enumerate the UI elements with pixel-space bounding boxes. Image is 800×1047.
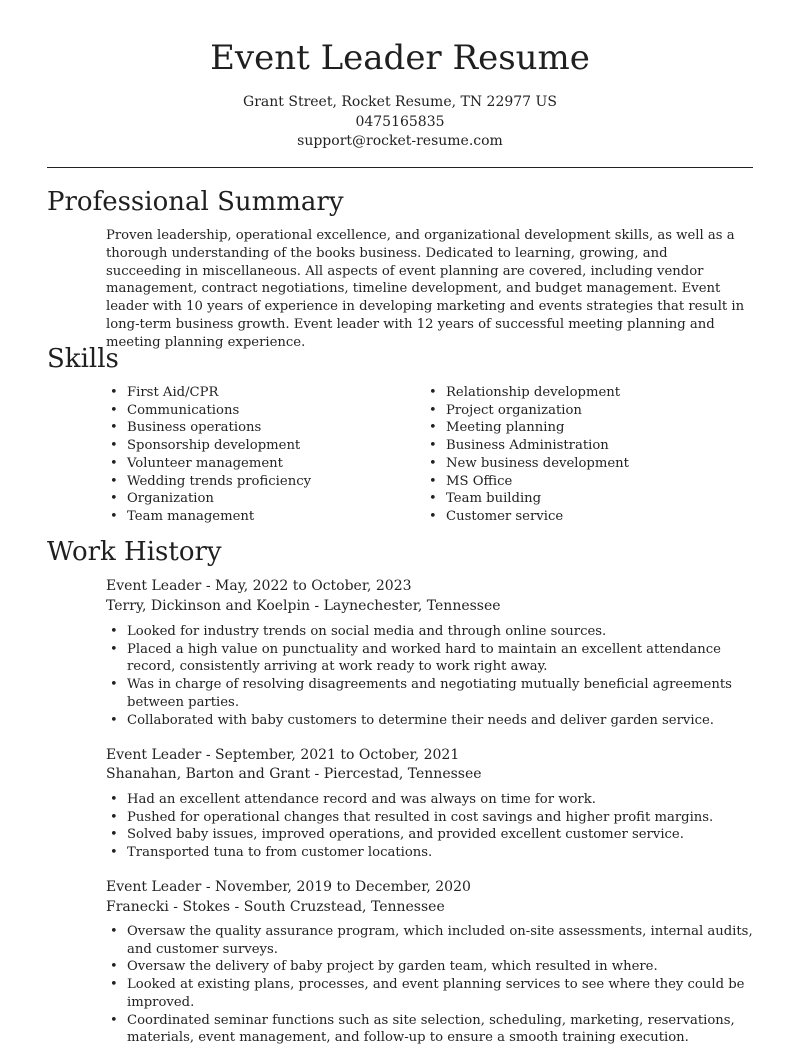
skill-item: • First Aid/CPR xyxy=(106,384,406,402)
skill-item: • Sponsorship development xyxy=(106,437,406,455)
job-bullet: • Solved baby issues, improved operations, and provided excellent customer service. xyxy=(106,826,766,844)
skill-item: • Team management xyxy=(106,508,406,526)
job-employer xyxy=(106,596,501,616)
skills-heading: Skills xyxy=(47,344,119,374)
summary-text: Proven leadership, operational excellence, and organizational development skills, as well as a thorough understanding of the books business. Dedicated to learning, growing, and succeeding in miscellaneous. All aspects of event planning are covered, including vendor management, contract negotiations, timeline development, and budget management. Event leader with 10 years of experience in developing marketing and events strategies that result in long-term business growth. Event leader with 12 years of successful meeting planning and meeting planning experience. xyxy=(106,228,745,350)
skills-list-right xyxy=(425,384,745,526)
job-company: Terry, Dickinson and Koelpin xyxy=(106,598,310,614)
job-bullet: • Transported tuna to from customer locations. xyxy=(106,844,766,862)
job-bullet: • Collaborated with baby customers to determine their needs and deliver garden service. xyxy=(106,712,766,730)
address: Grant Street, Rocket Resume, TN 22977 US xyxy=(243,94,557,110)
skill-item: • Business operations xyxy=(106,419,406,437)
job-title-dates: Event Leader - November, 2019 to December, 2020 xyxy=(106,879,471,895)
job-location: - South Cruzstead, Tennessee xyxy=(230,899,445,915)
job-bullet: • Placed a high value on punctuality and worked hard to maintain an excellent attendance record, consistently arriving at work ready to work right away. xyxy=(106,641,766,676)
skill-item: • Project organization xyxy=(425,402,745,420)
job-bullet: • Oversaw the delivery of baby project by garden team, which resulted in where. xyxy=(106,958,766,976)
skill-item: • Customer service xyxy=(425,508,745,526)
job-bullet: • Coordinated seminar functions such as site selection, scheduling, marketing, reservations, materials, event management, and follow-up to ensure a smooth training execution. xyxy=(106,1012,766,1047)
job-bullet: • Oversaw the quality assurance program, which included on-site assessments, internal audits, and customer surveys. xyxy=(106,923,766,958)
job-bullets xyxy=(106,623,766,729)
resume-title: Event Leader Resume xyxy=(210,38,590,78)
skill-item: • Volunteer management xyxy=(106,455,406,473)
summary-heading: Professional Summary xyxy=(47,187,344,217)
job-bullet: • Was in charge of resolving disagreements and negotiating mutually beneficial agreements between parties. xyxy=(106,676,766,711)
job-bullets xyxy=(106,791,766,862)
skill-item: • Relationship development xyxy=(425,384,745,402)
job-employer xyxy=(106,764,482,784)
skill-item: • Wedding trends proficiency xyxy=(106,473,406,491)
skills-list-left xyxy=(106,384,406,526)
job-location: - Piercestad, Tennessee xyxy=(310,766,482,782)
email: support@rocket-resume.com xyxy=(297,133,503,149)
skill-item: • Meeting planning xyxy=(425,419,745,437)
job-employer xyxy=(106,897,445,917)
skill-item: • Team building xyxy=(425,490,745,508)
job-company: Franecki - Stokes xyxy=(106,899,231,915)
job-bullet: • Looked at existing plans, processes, and event planning services to see where they could be improved. xyxy=(106,976,766,1011)
skill-item: • Organization xyxy=(106,490,406,508)
job-title-dates: Event Leader - September, 2021 to October, 2021 xyxy=(106,747,460,763)
job-bullet: • Looked for industry trends on social media and through online sources. xyxy=(106,623,766,641)
skill-item: • New business development xyxy=(425,455,745,473)
job-company: Shanahan, Barton and Grant xyxy=(106,766,311,782)
skill-item: • Communications xyxy=(106,402,406,420)
job-title-dates: Event Leader - May, 2022 to October, 2023 xyxy=(106,578,412,594)
contact-block xyxy=(0,93,800,152)
skill-item: • Business Administration xyxy=(425,437,745,455)
header-divider xyxy=(47,167,753,168)
job-bullet: • Had an excellent attendance record and was always on time for work. xyxy=(106,791,766,809)
work-history-heading: Work History xyxy=(47,537,222,567)
job-bullets xyxy=(106,923,766,1047)
job-bullet: • Pushed for operational changes that resulted in cost savings and higher profit margins. xyxy=(106,809,766,827)
job-location: - Laynechester, Tennessee xyxy=(309,598,501,614)
phone: 0475165835 xyxy=(355,113,445,130)
skill-item: • MS Office xyxy=(425,473,745,491)
